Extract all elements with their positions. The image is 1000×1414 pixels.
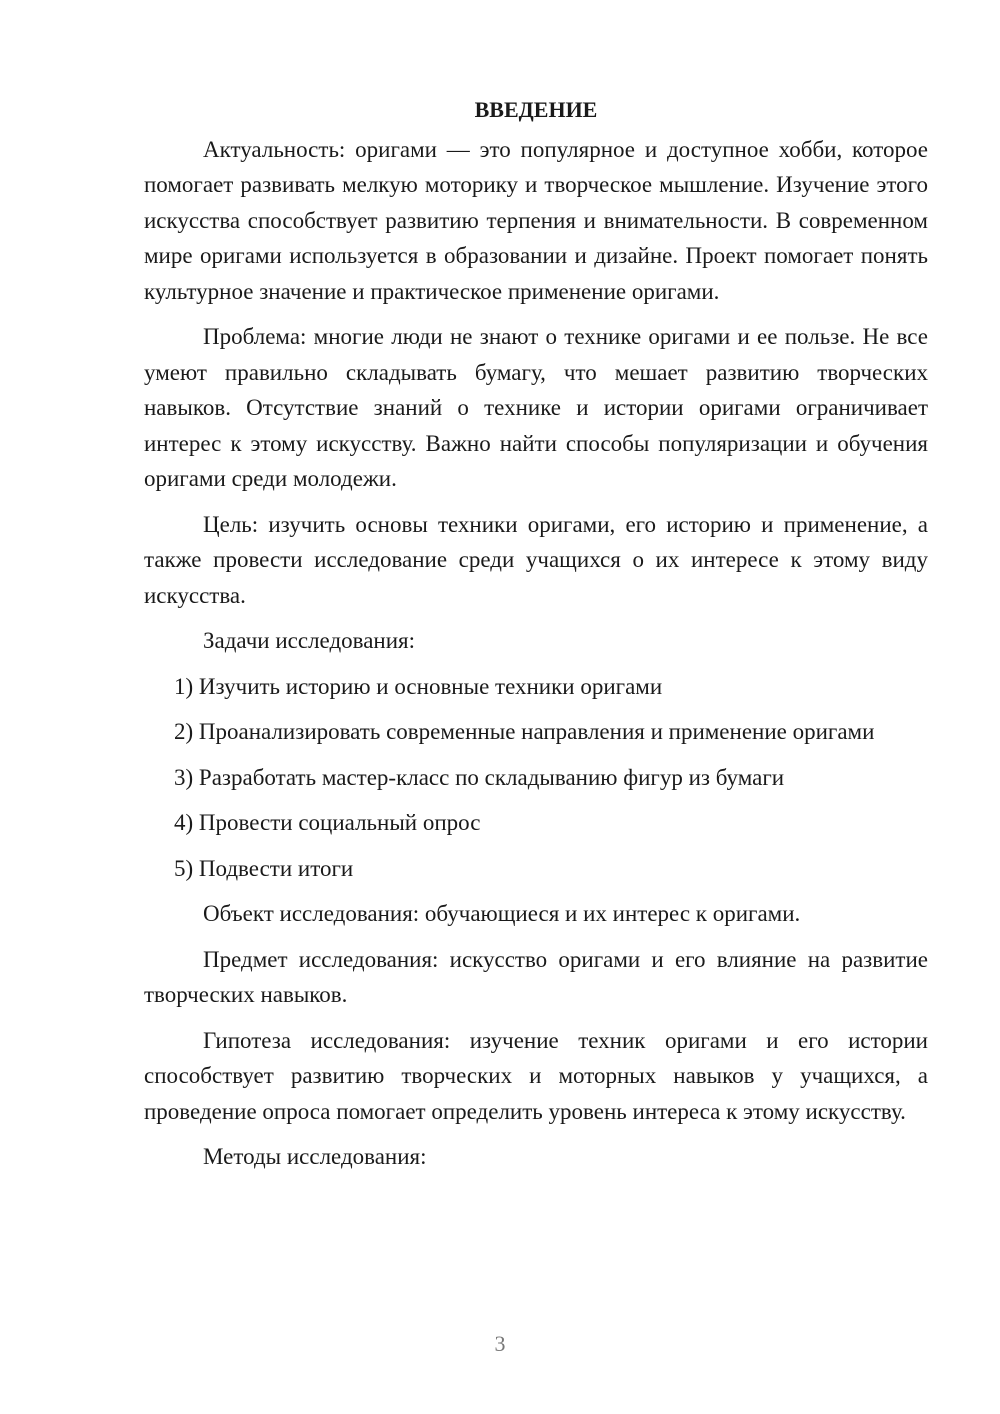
paragraph-goal: Цель: изучить основы техники оригами, его историю и применение, а также провести исследование среди учащихся о их интересе к этому виду искусства.: [144, 511, 928, 608]
task-item: 1) Изучить историю и основные техники оригами: [174, 673, 663, 699]
paragraph-relevance: Актуальность: оригами — это популярное и доступное хобби, которое помогает развивать мелкую моторику и творческое мышление. Изучение этого искусства способствует развитию терпения и внимательности. В современном мире оригами используется в образовании и дизайне. Проект помогает понять культурное значение и практическое применение оригами.: [144, 136, 928, 304]
tasks-title: Задачи исследования:: [203, 628, 416, 653]
task-item: 2) Проанализировать современные направления и применение оригами: [174, 719, 875, 744]
task-item: 4) Провести социальный опрос: [174, 810, 481, 835]
paragraph-hypothesis: Гипотеза исследования: изучение техник оригами и его истории способствует развитию творческих и моторных навыков у учащихся, а проведение опроса помогает определить уровень интереса к этому искусству.: [144, 1027, 928, 1124]
paragraph-problem: Проблема: многие люди не знают о технике оригами и ее пользе. Не все умеют правильно складывать бумагу, что мешает развитию творческих навыков. Отсутствие знаний о технике и истории оригами ограничивает интерес к этому искусству. Важно найти способы популяризации и обучения оригами среди молодежи.: [144, 324, 928, 491]
task-item: 5) Подвести итоги: [174, 855, 354, 881]
paragraph-object: Объект исследования: обучающиеся и их интерес к оригами.: [203, 901, 801, 926]
section-heading: ВВЕДЕНИЕ: [474, 97, 598, 122]
page-number: 3: [494, 1331, 506, 1356]
document-page: [144, 92, 928, 1185]
methods-title: Методы исследования:: [203, 1144, 427, 1169]
paragraph-subject: Предмет исследования: искусство оригами и его влияние на развитие творческих навыков.: [144, 946, 928, 1007]
task-item: 3) Разработать мастер-класс по складыванию фигур из бумаги: [174, 764, 785, 790]
